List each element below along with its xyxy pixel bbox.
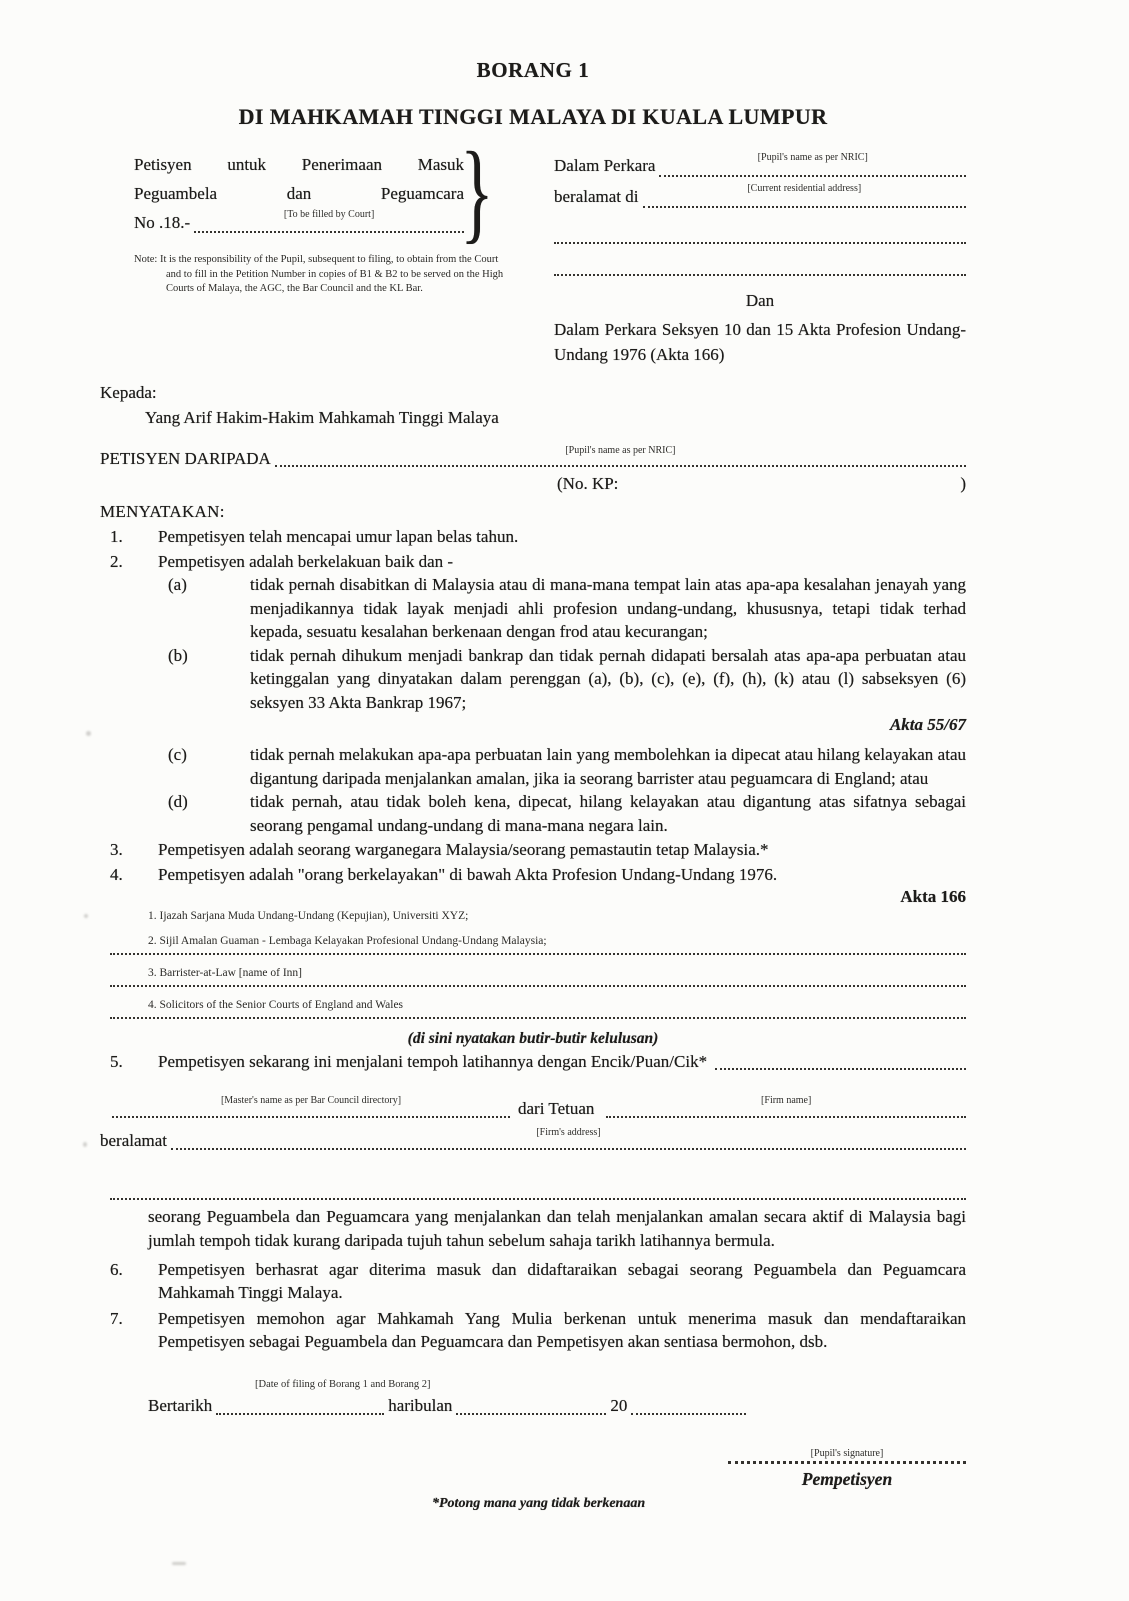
statement-1 (100, 525, 966, 549)
qualification-1: 1. Ijazah Sarjana Muda Undang-Undang (Kepujian), Universiti XYZ; (148, 910, 469, 922)
address-fill-line-2 (554, 225, 966, 244)
statement-2c-text: tidak pernah melakukan apa-apa perbuatan lain yang membolehkan ia dipecat atau hilang kelayakan atau digantung daripada menjalankan amalan, jika ia seorang barrister atau peguamcara di England; atau (250, 745, 966, 788)
qualifications-instruction: (di sini nyatakan butir-butir kelulusan) (407, 1030, 659, 1047)
qualification-2: 2. Sijil Amalan Guaman - Lembaga Kelayakan Profesional Undang-Undang Malaysia; (148, 935, 547, 947)
petition-number-label: No .18.- (134, 213, 191, 232)
scan-speck (84, 914, 88, 918)
petition-from-label: PETISYEN DARIPADA (100, 449, 271, 468)
address-fill-line-3 (554, 257, 966, 276)
qualification-3-fill-line (110, 980, 966, 987)
scan-speck (86, 731, 91, 736)
statement-2a-text: tidak pernah disabitkan di Malaysia atau di mana-mana tempat lain atas apa-apa kesalahan jenayah yang menjadikannya tidak layak menjadi ahli profesion undang-undang, khususnya, tetapi tidak terhad kepada, sesuatu kesalahan berkenaan dengan frod atau kecurangan; (250, 575, 966, 641)
master-name-fill-start (715, 1054, 966, 1070)
petition-number-line (134, 208, 464, 237)
statement-5-continuation: seorang Peguambela dan Peguamcara yang menjalankan dan telah menjalankan amalan secara aktif di Malaysia bagi jumlah tempoh tidak kurang daripada tujuh tahun sebelum sahaja tarikh latihannya bermula. (148, 1206, 966, 1250)
firm-name-fill-line (606, 1094, 966, 1118)
firm-name-hint: [Firm name] (761, 1094, 812, 1106)
petitioner-name-hint: [Pupil's name as per NRIC] (565, 445, 676, 456)
petition-type-box (100, 130, 504, 367)
firm-address-fill-line-2 (110, 1192, 966, 1200)
address-hint: [Current residential address] (747, 183, 862, 194)
firm-address-hint: [Firm's address] (536, 1126, 601, 1138)
qualification-4: 4. Solicitors of the Senior Courts of England and Wales (148, 999, 404, 1011)
akta-55-67-reference: Akta 55/67 (889, 715, 966, 734)
statement-2d-letter: (d) (168, 792, 188, 811)
statement-3 (100, 838, 966, 862)
statement-2c-letter: (c) (168, 745, 187, 764)
date-month-fill-line (456, 1400, 606, 1415)
statement-2b-text: tidak pernah dihukum menjadi bankrap dan tidak pernah didapati bersalah atas apa-apa perbuatan atau ketinggalan yang dinyatakan dalam perenggan (a), (b), (c), (e), (f), (h), (k) atau (l) sabseksyen (6) seksyen 33 Akta Bankrap 1967; (250, 645, 966, 712)
year-century-label: 20 (610, 1395, 628, 1415)
pupil-name-hint: [Pupil's name as per NRIC] (757, 152, 868, 163)
curly-brace-glyph: } (460, 130, 494, 254)
statement-4 (100, 863, 966, 887)
master-name-fill-line (112, 1094, 510, 1118)
qualification-4-fill-line (110, 1012, 966, 1019)
statement-2d-text: tidak pernah, atau tidak boleh kena, dipecat, hilang kelayakan atau digantung atas sifatnya sebagai seorang pengamal undang-undang di mana-mana negara lain. (250, 792, 966, 835)
statement-3-text: Pempetisyen adalah seorang warganegara Malaysia/seorang pemastautin tetap Malaysia.* (158, 840, 769, 859)
signature-block (728, 1445, 966, 1490)
statement-4-text: Pempetisyen adalah "orang berkelayakan" di bawah Akta Profesion Undang-Undang 1976. (158, 864, 778, 884)
court-title: DI MAHKAMAH TINGGI MALAYA DI KUALA LUMPUR (238, 104, 828, 129)
filing-note: Note: It is the responsibility of the Pupil, subsequent to filing, to obtain from the Court and to fill in the Petition Number in copies of B1 & B2 to be served on the High Courts of Malaya, the AGC, the Bar Council and the KL Bar. (134, 254, 504, 294)
address-fill-line (643, 183, 967, 208)
statement-1-text: Pempetisyen telah mencapai umur lapan belas tahun. (158, 527, 519, 546)
master-firm-line (100, 1096, 966, 1122)
header-columns (100, 130, 966, 367)
statement-2a (168, 573, 966, 644)
statement-7 (100, 1307, 966, 1354)
statement-2b-letter: (b) (168, 645, 188, 665)
statement-2b (168, 644, 966, 715)
qualification-2-fill-line (110, 948, 966, 955)
bertarikh-label: Bertarikh (148, 1395, 213, 1415)
statement-3-number: 3. (110, 840, 123, 859)
statement-7-text: Pempetisyen memohon agar Mahkamah Yang Mulia berkenan untuk menerima masuk dan mendaftaraikan Pempetisyen sebagai Peguambela dan Peguamcara dan Pempetisyen akan sentiasa bermohon, dsb. (158, 1308, 966, 1351)
form-number-title: BORANG 1 (476, 58, 590, 82)
petition-from-line (100, 446, 966, 471)
matter-address-line (554, 181, 966, 212)
strike-out-footnote: *Potong mana yang tidak berkenaan (432, 1495, 646, 1511)
form-content (100, 0, 966, 1512)
pupil-signature-hint: [Pupil's signature] (810, 1447, 884, 1459)
qualification-3: 3. Barrister-at-Law [name of Inn] (148, 967, 302, 979)
statement-2c (168, 743, 966, 790)
dari-tetuan-label: dari Tetuan (518, 1098, 595, 1118)
date-day-fill-line (216, 1400, 384, 1415)
statement-5-lead-text: Pempetisyen sekarang ini menjalani tempoh latihannya dengan Encik/Puan/Cik* (158, 1052, 708, 1071)
petition-number-fill-line (194, 209, 464, 233)
statement-6-number: 6. (110, 1259, 123, 1279)
date-of-filing-hint: [Date of filing of Borang 1 and Borang 2] (255, 1378, 431, 1390)
petition-type-line-2: Peguambela dan Peguamcara (134, 184, 464, 203)
date-line (148, 1393, 966, 1419)
date-year-fill-line (631, 1400, 746, 1415)
scan-speck (83, 1142, 87, 1147)
statute-reference: Dalam Perkara Seksyen 10 dan 15 Akta Profesion Undang-Undang 1976 (Akta 166) (554, 320, 966, 364)
beralamat-di-label: beralamat di (554, 187, 639, 206)
signature-role-label: Pempetisyen (801, 1468, 893, 1489)
dalam-perkara-label: Dalam Perkara (554, 156, 656, 175)
signature-fill-line (728, 1445, 966, 1464)
statement-4-number: 4. (110, 864, 123, 884)
firm-address-line (100, 1128, 966, 1154)
statement-5-number: 5. (110, 1052, 123, 1071)
haribulan-label: haribulan (388, 1395, 453, 1415)
statement-5-lead-line (158, 1050, 966, 1074)
statement-2-text: Pempetisyen adalah berkelakuan baik dan - (158, 551, 454, 571)
statement-7-number: 7. (110, 1308, 123, 1328)
matter-box (554, 150, 966, 367)
menyatakan-heading: MENYATAKAN: (100, 502, 225, 521)
petition-type-lines (134, 130, 498, 254)
master-name-hint: [Master's name as per Bar Council directory] (220, 1094, 402, 1106)
beralamat-label: beralamat (100, 1130, 168, 1150)
firm-address-fill-line (171, 1126, 966, 1150)
statement-2a-letter: (a) (168, 575, 187, 594)
statement-2-number: 2. (110, 551, 123, 571)
petition-number-hint: [To be filled by Court] (283, 209, 375, 220)
scan-speck (172, 1562, 186, 1565)
statement-2 (100, 550, 966, 574)
nric-line (100, 471, 966, 496)
dan-separator: Dan (745, 291, 775, 310)
statement-6 (100, 1258, 966, 1305)
kepada-label: Kepada: (100, 383, 157, 402)
petitioner-name-fill-line (275, 445, 966, 467)
statement-2d (168, 790, 966, 837)
close-paren: ) (960, 474, 966, 493)
statement-1-number: 1. (110, 527, 123, 546)
akta-166-reference: Akta 166 (900, 887, 966, 906)
statement-6-text: Pempetisyen berhasrat agar diterima masuk dan didaftaraikan sebagai seorang Peguambela dan Peguamcara Mahkamah Tinggi Malaya. (158, 1259, 966, 1302)
petition-type-line-1: Petisyen untuk Penerimaan Masuk (134, 155, 464, 174)
no-kp-label: (No. KP: (557, 474, 619, 493)
statement-5 (100, 1050, 966, 1074)
judges-line: Yang Arif Hakim-Hakim Mahkamah Tinggi Malaya (145, 408, 499, 427)
